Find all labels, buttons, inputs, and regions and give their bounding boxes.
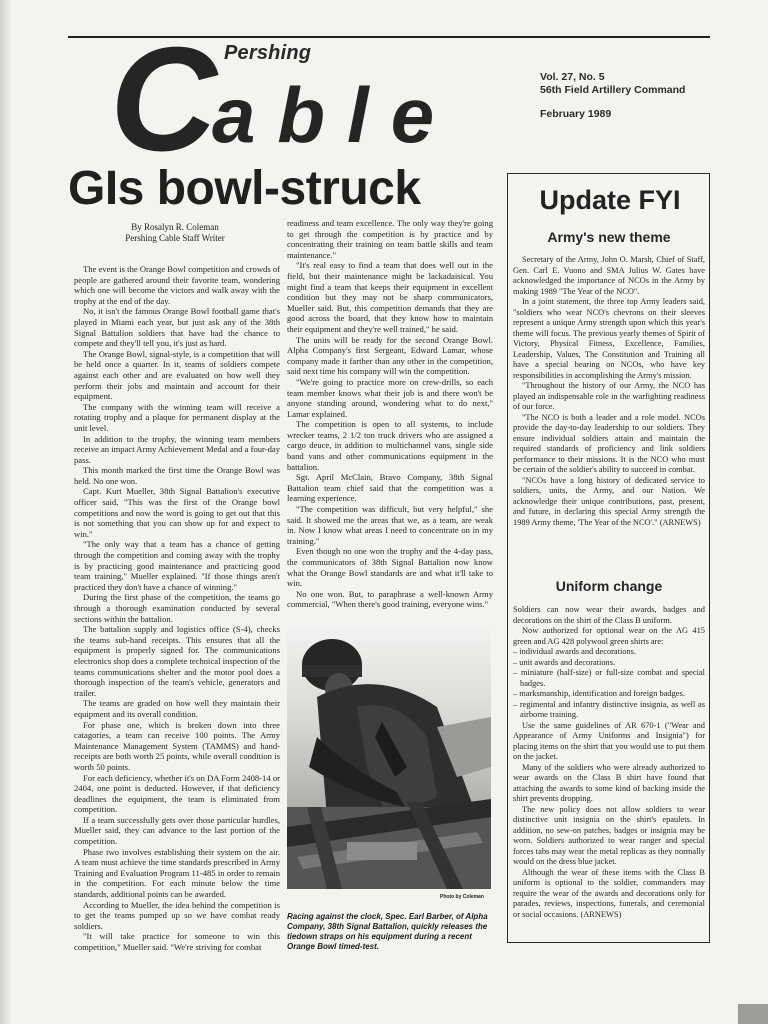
masthead-cable-rest: able xyxy=(212,71,457,159)
paragraph: The event is the Orange Bowl competition and crowds of people are gathered around their favorite team, wondering which one will become the victors and walk away with the trophy at the end of the day. xyxy=(74,264,280,306)
paragraph: "Throughout the history of our Army, the NCO has played an indispensable role in the warfighting readiness of our force. xyxy=(513,381,705,411)
paragraph: In a joint statement, the three top Army leaders said, "soldiers who wear NCO's chevrons on their sleeves represent a unique Army strength upon which this year's theme will focus. The previous yearly themes of Spirit of Victory, Physical Fitness, Excellence, Families, Leadership, Values, The Constitution and Training all have a special bearing on NCOs, who have key responsibilities in accomplishing the Army's mission. xyxy=(513,297,705,380)
scan-corner-mark xyxy=(738,1004,768,1024)
volume-number: Vol. 27, No. 5 xyxy=(540,71,605,83)
masthead-info xyxy=(540,71,720,121)
command-name: 56th Field Artillery Command xyxy=(540,84,686,96)
list-item: – regimental and infantry distinctive insignia, as well as airborne training. xyxy=(513,700,705,721)
paragraph: The Orange Bowl, signal-style, is a competition that will be held once a quarter. In it, teams of soldiers compete against each other and are evaluated on how well they perform their jobs and maintain and account for their equipment. xyxy=(74,348,280,402)
masthead-pershing: Pershing xyxy=(224,42,312,64)
article-column-1 xyxy=(74,264,280,953)
article-photo xyxy=(287,627,491,889)
byline xyxy=(70,222,280,244)
paragraph: The company with the winning team will receive a rotating trophy and a plaque for permanent display at the unit level. xyxy=(74,401,280,433)
paragraph: "The NCO is both a leader and a role model. NCOs provide the day-to-day leadership to our soldiers. They ensure individual soldiers attain and maintain the required standards of proficiency and link soldiers performance to their missions. It is the NCO who must be certain of the soldier's ability to succeed in combat. xyxy=(513,412,705,474)
paragraph: This month marked the first time the Orange Bowl was held. No one won. xyxy=(74,465,280,486)
photo-credit: Photo by Coleman xyxy=(440,894,484,900)
paragraph: Even though no one won the trophy and the 4-day pass, the communicators of 38th Signal Battalion now know what the Orange Bowl standards are and what it'll take to win. xyxy=(287,546,493,589)
sidebar-heading-army-theme: Army's new theme xyxy=(547,229,671,245)
paragraph: "The competition was difficult, but very helpful," she said. It showed me the areas that we, as a team, are weak in. Now I know what areas I need to concentrate on in my training." xyxy=(287,504,493,546)
paragraph: "We're going to practice more on crew-drills, so each team member knows what their job is and there won't be anyone standing around, wondering what to do next," Lamar explained. xyxy=(287,376,493,419)
paragraph: The battalion supply and logistics office (S-4), checks the teams sub-hand receipts. This ensures that all the equipment is properly signed for. The communications electronics shop does a complete technical inspection of the teams communications shelter and the motor pool does a thorough inspection of the team's vehicle, generators and trailer. xyxy=(74,624,280,698)
paragraph: "It will take practice for someone to win this competition," Mueller said. "We're striving for combat xyxy=(74,931,280,952)
paragraph: In addition to the trophy, the winning team members receive an impact Army Achievement Medal and a four-day pass. xyxy=(74,433,280,465)
sidebar-army-theme-text xyxy=(513,255,705,528)
paragraph: "NCOs have a long history of dedicated service to soldiers, units, the Army, and our Nation. We acknowledge their unique contributions, past, present, and future, in declaring this special Army strength the 1989 Army theme, 'The Year of the NCO'." (ARNEWS) xyxy=(513,475,705,527)
paragraph: The competition is open to all systems, to include wrecker teams, 2 1/2 ton truck drivers who are assigned a cargo deuce, in addition to multichannel vans, single side band vans and other communications equipment in the battalion. xyxy=(287,419,493,472)
paragraph: Soldiers can now wear their awards, badges and decorations on the shirt of the Class B uniform. xyxy=(513,605,705,625)
paragraph: Sgt. April McClain, Bravo Company, 38th Signal Battalion team chief said that the competition was a learning experience. xyxy=(287,472,493,504)
paragraph: No, it isn't the famous Orange Bowl football game that's played in Miami each year, but just ask any of the 38th Signal Battalion soldiers that have had the chance to compete and they'll tell you, it's just as hard. xyxy=(74,306,280,349)
paragraph: The units will be ready for the second Orange Bowl. Alpha Company's first Sergeant, Edward Lamar, whose company made it farther than any other in the competition, said next time his company will win the competition. xyxy=(287,334,493,377)
sidebar-heading-uniform-change: Uniform change xyxy=(555,578,663,594)
paragraph: Capt. Kurt Mueller, 38th Signal Battalion's executive officer said, "This was the first of the Orange bowl competitions and now the word is going to get out that this is not something that you can show up for and expect to win." xyxy=(74,486,280,539)
list-item: – individual awards and decorations. xyxy=(513,647,705,658)
sidebar-title: Update FYI xyxy=(539,185,681,215)
paragraph: Secretary of the Army, John O. Marsh, Chief of Staff, Gen. Carl E. Vuono and SMA Julius W. Gates have acknowledged the importance of NCOs in the Army by making 1989 "The Year of the NCO". xyxy=(513,255,705,296)
masthead-big-letter: C xyxy=(110,17,217,182)
paragraph: Although the wear of these items with the Class B uniform is optional to the soldier, commanders may require the wear of the awards and decorations only for parades, reviews, inspections, funerals, and ceremonial or social occasions. (ARNEWS) xyxy=(513,867,705,919)
article-headline: GIs bowl-struck xyxy=(68,162,421,215)
byline-name: By Rosalyn R. Coleman xyxy=(131,222,219,232)
paragraph: "It's real easy to find a team that does well out in the field, but their maintenance might be lackadaisical. You might find a team that keeps their equipment in excellent condition but they may not be sharp communicators, Mueller said. But, this competition demands that they are good across the board, that they know how to maintain their equipment and they're well trained," he said. xyxy=(287,260,493,334)
list-item: – miniature (half-size) or full-size combat and special badges. xyxy=(513,668,705,689)
paragraph: Many of the soldiers who were already authorized to wear awards on the Class B shirt have found that attaching the awards to some kind of backing inside the shirt prevents dropping. xyxy=(513,762,705,803)
paragraph: If a team successfully gets over those particular hurdles, Mueller said, they can advance to the last portion of the competition. xyxy=(74,814,280,847)
paragraph: No one won. But, to paraphrase a well-known Army commercial, "When there's good training, everyone wins." xyxy=(287,588,493,610)
paragraph: During the first phase of the competition, the teams go through a thorough examination conducted by several sections within the battalion. xyxy=(74,592,280,624)
sidebar-uniform-change-text xyxy=(513,605,705,920)
paragraph: "The only way that a team has a chance of getting through the competition and coming away with the trophy is by practicing good maintenance and practicing good team training," Mueller explained. "If those things aren't practiced they don't have a chance of winning." xyxy=(74,539,280,592)
paragraph: For phase one, which is broken down into three catagories, a team can receive 100 points. The Army Maintenance Management System (TAMMS) and hand-receipts are both worth 25 points, while overall condition is worth 50 points. xyxy=(74,719,280,772)
paragraph: For each deficiency, whether it's on DA Form 2408-14 or 2404, one point is deducted. However, if that deficiency deadlines the equipment, the team is eliminated from competition. xyxy=(74,772,280,815)
list-item: – unit awards and decorations. xyxy=(513,658,705,669)
photo-caption: Racing against the clock, Spec. Earl Barber, of Alpha Company, 38th Signal Battalion, quickly releases the tiedown straps on his equipment during a recent Orange Bowl timed-test. xyxy=(287,912,488,951)
paragraph: Now authorized for optional wear on the AG 415 green and AG 428 polywool green shirts are: xyxy=(513,626,705,646)
scan-edge-shadow xyxy=(0,0,12,1024)
paragraph: The new policy does not allow soldiers to wear distinctive unit insignia on the shirt's epaulets. In addition, no sew-on patches, badges or insignia may be worn. Soldiers authorized to wear ranger and special forces tabs may wear the metal replicas as they normally would on the dress blue jacket. xyxy=(513,804,705,866)
issue-date: February 1989 xyxy=(540,108,612,120)
paragraph: The teams are graded on how well they maintain their equipment and its overall condition. xyxy=(74,698,280,719)
byline-title: Pershing Cable Staff Writer xyxy=(125,233,225,243)
authorized-items-list xyxy=(513,647,705,721)
paragraph: Use the same guidelines of AR 670-1 ("Wear and Appearance of Army Uniforms and Insignia") for placing items on the shirt that you would use to put them on the jacket. xyxy=(513,720,705,761)
list-item: – marksmanship, identification and foreign badges. xyxy=(513,689,705,700)
paragraph: According to Mueller, the idea behind the competition is to get the teams pumped up so we have combat ready soldiers. xyxy=(74,899,280,931)
paragraph: readiness and team excellence. The only way they're going to get through the competition is by practice and by concentrating their training on team battle skills and team maintenance." xyxy=(287,218,493,260)
paragraph: Phase two involves establishing their system on the air. A team must achieve the time standards prescribed in Army Training and Evaluation Program 11-485 in order to remain in the competition. For each minute below the time standards, additional points can be awarded. xyxy=(74,846,280,900)
soldier-photo-illustration xyxy=(287,627,491,889)
article-column-2 xyxy=(287,218,493,610)
